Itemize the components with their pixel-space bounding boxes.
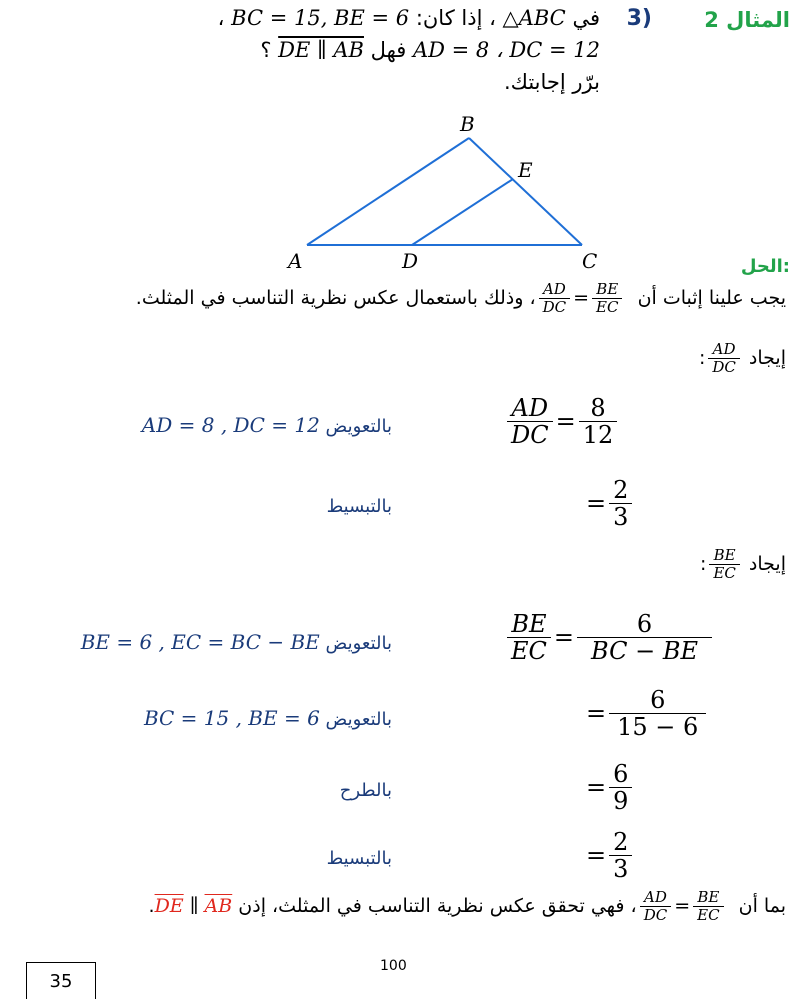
q1-triangle: △ABC	[502, 6, 566, 30]
question-number: 3)	[626, 6, 652, 31]
segment-ab	[307, 138, 469, 245]
q2-equation: AD = 8 ، DC = 12	[412, 38, 600, 62]
reason-p1-s2: بالتبسيط	[326, 496, 392, 517]
label-e: E	[518, 158, 533, 182]
conclusion-parallel: $\overline{DE}$ ∥ $\overline{AB}$	[154, 895, 233, 918]
solution-label: الحل:	[740, 256, 790, 277]
find-label-2: إيجاد	[748, 553, 786, 576]
reason-p2-s3: بالطرح	[339, 780, 392, 801]
conclusion-prefix: بما أن	[738, 895, 786, 918]
example-label-text: المثال	[726, 8, 790, 32]
statement-ratio: $\frac{AD}{DC}$ = $\frac{BE}{EC}$	[536, 287, 632, 309]
question-line-1	[218, 6, 600, 30]
page-box: 35	[26, 962, 96, 999]
q1-equation: BC = 15, BE = 6	[231, 6, 410, 30]
find-ad-dc: إيجاد $\frac{AD}{DC}$ :	[698, 340, 786, 376]
example-number: 2	[704, 8, 719, 32]
reason-p2-s2	[144, 706, 392, 730]
reason-p2-s2-math: BC = 15 , BE = 6	[143, 706, 320, 730]
find-label-1: إيجاد	[748, 347, 786, 370]
reason-p1-s1	[142, 413, 392, 437]
q1-mid: ، إذا كان:	[415, 6, 496, 30]
reason-p2-s2-text: بالتعويض	[325, 709, 392, 730]
segment-bc	[469, 138, 582, 245]
eq-p2-s3: = $\frac{6}{9}$	[586, 762, 635, 815]
page-number: 100	[380, 958, 407, 974]
q2-parallel: DE ∥ AB	[278, 38, 364, 62]
reason-p2-s1	[81, 630, 392, 654]
segment-de	[412, 179, 513, 245]
statement-prefix: يجب علينا إثبات أن	[637, 287, 786, 310]
example-label	[704, 8, 790, 32]
label-d: D	[402, 249, 419, 273]
label-c: C	[582, 249, 598, 273]
eq-p2-s1: $\frac{BE}{EC}$ = $\frac{6}{BC - BE}$	[504, 612, 715, 665]
reason-p2-s1-math: BE = 6 , EC = BC − BE	[80, 630, 320, 654]
conclusion-end: .	[148, 895, 155, 918]
conclusion	[149, 890, 786, 923]
question-line-2	[260, 38, 600, 62]
triangle-figure	[270, 105, 630, 275]
q2-end: ؟	[260, 38, 272, 62]
reason-p1-s1-text: بالتعويض	[325, 416, 392, 437]
q1-end: ،	[217, 6, 225, 30]
solution-statement	[136, 282, 786, 315]
label-a: A	[288, 249, 303, 273]
q1-prefix: في	[572, 6, 600, 30]
conclusion-mid: ، فهي تحقق عكس نظرية التناسب في المثلث، إذن	[238, 895, 637, 918]
reason-p1-s1-math: AD = 8 , DC = 12	[141, 413, 320, 437]
statement-suffix: ، وذلك باستعمال عكس نظرية التناسب في المثلث.	[135, 287, 536, 310]
eq-p2-s2: = $\frac{6}{15 - 6}$	[586, 688, 709, 741]
conclusion-ratio: $\frac{AD}{DC}$ = $\frac{BE}{EC}$	[637, 895, 733, 917]
q2-mid: فهل	[370, 38, 407, 62]
eq-p2-s4: = $\frac{2}{3}$	[586, 830, 635, 883]
reason-p2-s4: بالتبسيط	[326, 848, 392, 869]
find-be-ec: إيجاد $\frac{BE}{EC}$ :	[700, 546, 786, 582]
label-b: B	[460, 112, 475, 136]
reason-p2-s1-text: بالتعويض	[325, 633, 392, 654]
eq-p1-s2: = $\frac{2}{3}$	[586, 478, 635, 531]
question-line-3: برّر إجابتك.	[503, 70, 600, 94]
eq-p1-s1: $\frac{AD}{DC}$ = $\frac{8}{12}$	[504, 396, 620, 449]
